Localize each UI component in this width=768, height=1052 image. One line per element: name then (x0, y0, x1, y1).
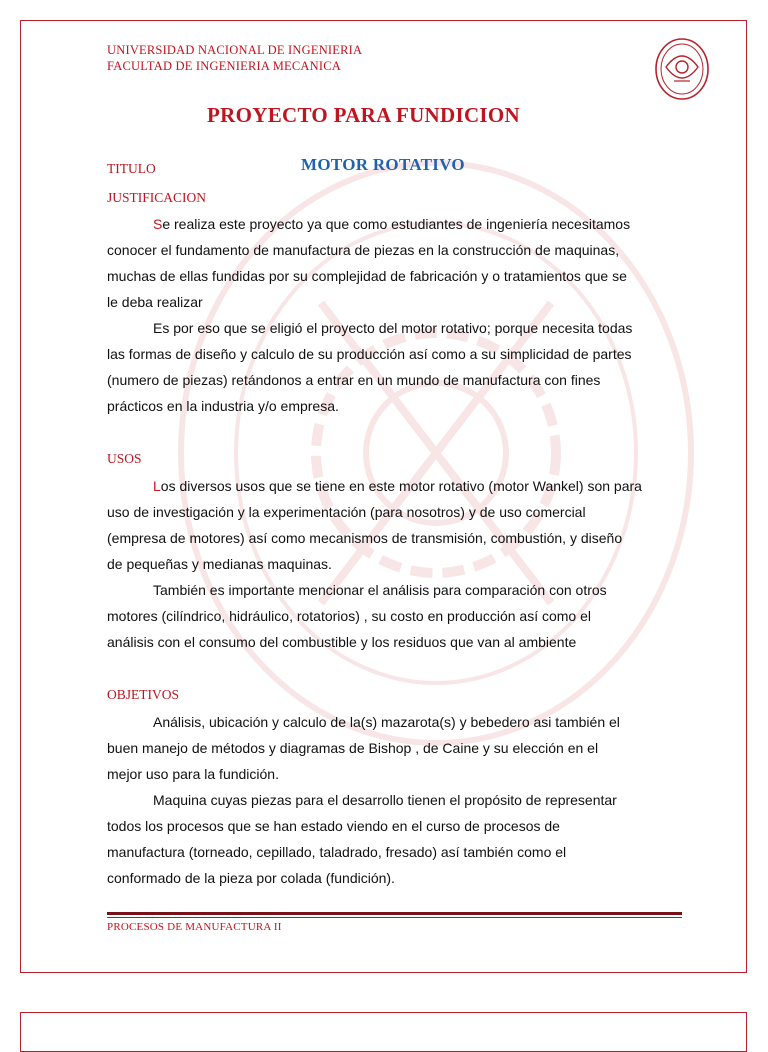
text-line: muchas de ellas fundidas por su complejidad de fabricación y o tratamientos que se (107, 268, 627, 284)
university-name: UNIVERSIDAD NACIONAL DE INGENIERIA (107, 43, 363, 57)
text-line: de pequeñas y medianas maquinas. (107, 556, 332, 572)
text-line: (empresa de motores) así como mecanismos de transmisión, combustión, y diseño (107, 530, 623, 546)
text-line: las formas de diseño y calculo de su producción así como a su simplicidad de partes (107, 346, 632, 362)
text-line: (numero de piezas) retándonos a entrar en un mundo de manufactura con fines (107, 372, 601, 388)
paragraph-objetivos-1 (107, 709, 687, 787)
titulo-value: MOTOR ROTATIVO (301, 155, 465, 174)
university-seal-icon (654, 37, 710, 101)
titulo-label: TITULO (107, 161, 156, 176)
drop-letter: S (153, 216, 163, 232)
paragraph-justificacion-1 (107, 211, 687, 315)
footer-divider (107, 912, 682, 915)
section-heading-usos: USOS (107, 451, 142, 466)
text-line: conocer el fundamento de manufactura de piezas en la construcción de maquinas, (107, 242, 620, 258)
faculty-name: FACULTAD DE INGENIERIA MECANICA (107, 59, 342, 73)
text-line: buen manejo de métodos y diagramas de Bishop , de Caine y su elección en el (107, 740, 599, 756)
section-heading-objetivos: OBJETIVOS (107, 687, 180, 702)
text-line: También es importante mencionar el análisis para comparación con otros (153, 582, 607, 598)
text-line: Análisis, ubicación y calculo de la(s) mazarota(s) y bebedero asi también el (153, 714, 620, 730)
text-line: le deba realizar (107, 294, 203, 310)
document-page (20, 20, 747, 973)
text-line: mejor uso para la fundición. (107, 766, 279, 782)
text-line: Es por eso que se eligió el proyecto del motor rotativo; porque necesita todas (153, 320, 633, 336)
paragraph-objetivos-2 (107, 787, 687, 891)
section-heading-justificacion: JUSTIFICACION (107, 190, 207, 205)
text-line: todos los procesos que se han estado viendo en el curso de procesos de (107, 818, 560, 834)
footer-course: PROCESOS DE MANUFACTURA II (107, 921, 282, 933)
text-line: motores (cilíndrico, hidráulico, rotatorios) , su costo en producción así como el (107, 608, 591, 624)
text-line: prácticos en la industria y/o empresa. (107, 398, 339, 414)
footer-divider-thin (107, 917, 682, 918)
paragraph-usos-1 (107, 473, 687, 577)
paragraph-usos-2 (107, 577, 687, 655)
text-line: uso de investigación y la experimentación (para nosotros) y de uso comercial (107, 504, 586, 520)
drop-letter: L (153, 478, 161, 494)
text-line: conformado de la pieza por colada (fundición). (107, 870, 395, 886)
text-line: os diversos usos que se tiene en este motor rotativo (motor Wankel) son para (160, 478, 642, 494)
text-line: manufactura (torneado, cepillado, taladrado, fresado) así también como el (107, 844, 567, 860)
next-page-edge (20, 1012, 747, 1052)
text-line: Maquina cuyas piezas para el desarrollo tienen el propósito de representar (153, 792, 617, 808)
paragraph-justificacion-2 (107, 315, 687, 419)
project-title: PROYECTO PARA FUNDICION (207, 103, 520, 127)
text-line: e realiza este proyecto ya que como estudiantes de ingeniería necesitamos (162, 216, 631, 232)
text-line: análisis con el consumo del combustible y los residuos que van al ambiente (107, 634, 577, 650)
